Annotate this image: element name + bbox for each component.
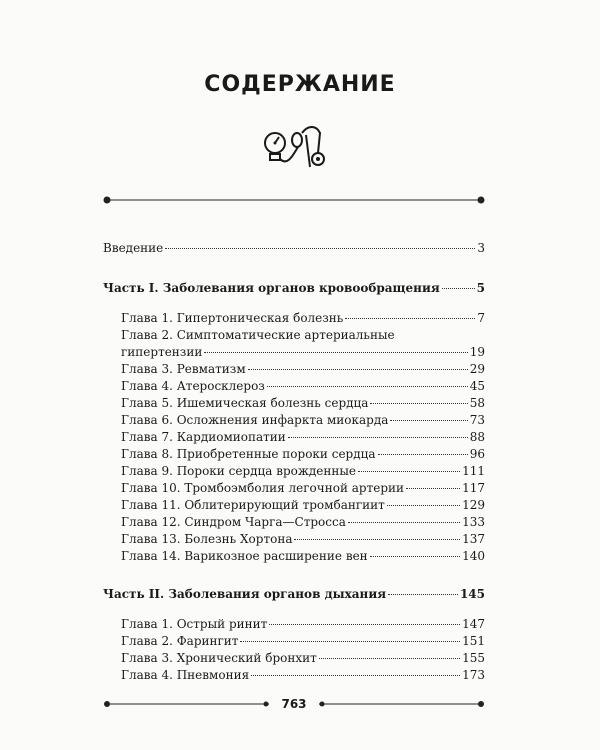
toc-label: Глава 2. Симптоматические артериальные [121, 328, 395, 342]
toc-label: Глава 11. Облитерирующий тромбангиит [121, 498, 385, 512]
leader-dots [319, 658, 460, 659]
toc-page: 5 [476, 281, 485, 295]
toc-label: Глава 1. Гипертоническая болезнь [121, 311, 344, 325]
toc-chapter[interactable] [103, 446, 485, 462]
toc-page: 129 [462, 498, 485, 512]
toc-label: Часть I. Заболевания органов кровообращения [103, 281, 440, 295]
leader-dots [345, 318, 475, 319]
toc-label: Глава 7. Кардиомиопатии [121, 430, 286, 444]
toc-label: Глава 4. Пневмония [121, 668, 250, 682]
toc-page: 88 [469, 430, 485, 444]
toc-label: Глава 4. Атеросклероз [121, 379, 265, 393]
leader-dots [442, 288, 475, 289]
leader-dots [294, 539, 460, 540]
leader-dots [370, 556, 460, 557]
toc-chapter[interactable] [103, 514, 485, 530]
toc-chapter[interactable] [103, 667, 485, 683]
toc-page: 145 [459, 587, 485, 601]
leader-dots [378, 454, 468, 455]
toc-chapter[interactable] [103, 650, 485, 666]
leader-dots [204, 352, 467, 353]
leader-dots [269, 624, 460, 625]
toc-page: 29 [469, 362, 485, 376]
toc-page: 137 [462, 532, 485, 546]
page-footer [103, 696, 485, 712]
toc-chapter[interactable] [103, 463, 485, 479]
leader-dots [388, 594, 458, 595]
toc-label: Глава 14. Варикозное расширение вен [121, 549, 368, 563]
toc-label: Глава 12. Синдром Чарга—Стросса [121, 515, 346, 529]
leader-dots [267, 386, 468, 387]
toc-label: Глава 9. Пороки сердца врожденные [121, 464, 357, 478]
toc-chapter[interactable] [103, 497, 485, 513]
toc-page: 45 [469, 379, 485, 393]
toc-chapter[interactable] [103, 429, 485, 445]
toc-label: Глава 8. Приобретенные пороки сердца [121, 447, 376, 461]
toc-label: Введение [103, 241, 164, 255]
toc-label: Глава 1. Острый ринит [121, 617, 268, 631]
tonometer-stethoscope-icon [252, 123, 332, 175]
toc-chapter[interactable] [103, 310, 485, 326]
toc-page: 151 [462, 634, 485, 648]
toc-intro[interactable] [103, 240, 485, 256]
toc-chapter[interactable] [103, 327, 485, 343]
toc-page: 19 [469, 345, 485, 359]
leader-dots [248, 369, 468, 370]
toc-chapter[interactable] [103, 548, 485, 564]
section-divider [103, 195, 485, 205]
toc-label: Глава 3. Ревматизм [121, 362, 246, 376]
toc-part-1[interactable] [103, 280, 485, 296]
page-number: 763 [281, 697, 307, 711]
toc-page: 58 [469, 396, 485, 410]
leader-dots [288, 437, 468, 438]
leader-dots [390, 420, 467, 421]
toc-label: Глава 6. Осложнения инфаркта миокарда [121, 413, 389, 427]
toc-page: 73 [469, 413, 485, 427]
leader-dots [165, 248, 475, 249]
toc-part-2[interactable] [103, 586, 485, 602]
toc-label: гипертензии [121, 345, 203, 359]
toc-page: 117 [462, 481, 485, 495]
toc-label: Часть II. Заболевания органов дыхания [103, 587, 387, 601]
leader-dots [370, 403, 467, 404]
toc-chapter[interactable] [103, 480, 485, 496]
leader-dots [358, 471, 460, 472]
toc-page: 140 [462, 549, 485, 563]
toc-page: 133 [462, 515, 485, 529]
toc-chapter[interactable] [103, 395, 485, 411]
page-title: СОДЕРЖАНИЕ [204, 72, 396, 97]
toc-chapter[interactable] [103, 378, 485, 394]
leader-dots [406, 488, 460, 489]
leader-dots [348, 522, 460, 523]
toc-chapter[interactable] [103, 361, 485, 377]
toc-label: Глава 10. Тромбоэмболия легочной артерии [121, 481, 405, 495]
toc-label: Глава 3. Хронический бронхит [121, 651, 317, 665]
toc-page: 96 [469, 447, 485, 461]
leader-dots [251, 675, 460, 676]
toc-label: Глава 5. Ишемическая болезнь сердца [121, 396, 369, 410]
toc-label: Глава 13. Болезнь Хортона [121, 532, 293, 546]
toc-chapter[interactable] [103, 531, 485, 547]
toc-label: Глава 2. Фарингит [121, 634, 239, 648]
leader-dots [387, 505, 460, 506]
toc-page: 111 [462, 464, 485, 478]
toc-chapter[interactable] [103, 344, 485, 360]
toc-page: 7 [477, 311, 485, 325]
leader-dots [240, 641, 460, 642]
toc-page: 147 [462, 617, 485, 631]
toc-page: 3 [477, 241, 485, 255]
toc-chapter[interactable] [103, 633, 485, 649]
toc-page: 173 [462, 668, 485, 682]
toc-chapter[interactable] [103, 412, 485, 428]
toc-page: 155 [462, 651, 485, 665]
toc-chapter[interactable] [103, 616, 485, 632]
